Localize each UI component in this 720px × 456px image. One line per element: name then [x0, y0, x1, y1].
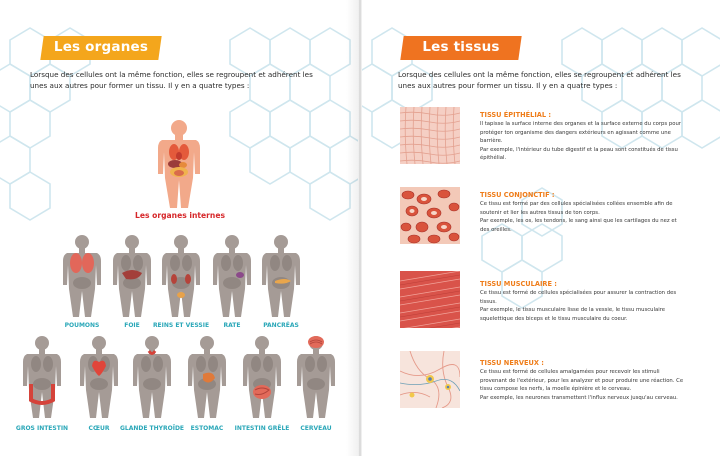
organ-figure-r1-3: [208, 233, 256, 319]
organ-caption-r2-4: INTESTIN GRÊLE: [234, 425, 290, 432]
epithelial-tissue-image: [400, 107, 460, 164]
organ-figure-r1-4: [257, 233, 305, 319]
organ-caption-r1-2: REINS ET VESSIE: [152, 322, 210, 329]
organ-figure-r1-0: [58, 233, 106, 319]
organ-figure-r2-3: [183, 334, 231, 420]
page-left: [0, 0, 358, 456]
page-title: Les tissus: [422, 39, 500, 55]
tissue-paragraph: Ce tissu est formé de cellules amalgamées pour recevoir les stimuli provenant de l'extérieur, pour les analyzer et pour produire une réaction. Ce tissu compose les nerfs, la moelle épinière et le cerveau.: [480, 369, 684, 393]
main-figure-caption: Les organes internes: [134, 211, 225, 220]
tissue-paragraph: Par exemple, les neurones transmettent l'influx nerveux jusqu'au cerveau.: [480, 394, 678, 401]
organ-caption-r1-3: RATE: [223, 322, 241, 329]
organ-caption-r2-2: GLANDE THYROÏDE: [119, 425, 185, 432]
organ-caption-r1-4: PANCRÉAS: [263, 322, 299, 329]
organ-figure-r2-5: [292, 334, 340, 420]
organ-figure-r2-4: [238, 334, 286, 420]
intro-text: Lorsque des cellules ont la même fonction, elles se regroupent et adhérent les unes aux autres pour former un tissu. Il y en a quatre types :: [398, 70, 681, 90]
page-right: [362, 0, 720, 456]
organ-caption-r2-0: GROS INTESTIN: [15, 425, 69, 432]
tissue-body-3: [480, 368, 686, 402]
tissue-paragraph: Il tapisse la surface interne des organes et la surface externe du corps pour protéger ton organisme des dangers extérieurs en agissant comme une barrière.: [480, 121, 681, 145]
organ-caption-r2-1: CŒUR: [88, 425, 110, 432]
tissue-paragraph: Ce tissu est formé par des cellules spécialisées collées ensemble afin de soutenir et lier les autres tissus de ton corps.: [480, 201, 673, 216]
organ-figure-r1-2: [157, 233, 205, 319]
organ-caption-r2-3: ESTOMAC: [190, 425, 224, 432]
tissue-title-1: TISSU CONJONCTIF :: [480, 191, 555, 199]
tissue-title-0: TISSU ÉPITHÉLIAL :: [480, 111, 552, 119]
organ-figure-r1-1: [108, 233, 156, 319]
main-body-figure: [150, 118, 208, 210]
tissue-paragraph: Par exemple, les os, les tendons, le sang ainsi que les cartilages du nez et des oreilles.: [480, 218, 677, 233]
organ-figure-r2-1: [75, 334, 123, 420]
organ-figure-r2-2: [128, 334, 176, 420]
tissue-body-1: [480, 200, 686, 234]
connective-tissue-image: [400, 187, 460, 244]
organ-figure-r2-0: [18, 334, 66, 420]
organ-caption-r2-5: CERVEAU: [300, 425, 332, 432]
tissue-body-0: [480, 120, 686, 163]
intro-text: Lorsque des cellules ont la même fonction, elles se regroupent et adhérent les unes aux autres pour former un tissu. Il y en a quatre types :: [30, 70, 313, 90]
tissue-paragraph: Par exemple, l'intérieur du tube digestif et la peau sont constitués de tissu épithélial.: [480, 146, 678, 162]
nervous-tissue-image: [400, 351, 460, 408]
tissue-title-2: TISSU MUSCULAIRE :: [480, 280, 557, 288]
muscle-tissue-image: [400, 271, 460, 328]
tissue-paragraph: Par exemple, le tissu musculaire lisse de la vessie, le tissu musculaire squelettique des biceps et le tissu musculaire du coeur.: [480, 307, 666, 322]
tissue-body-2: [480, 289, 686, 323]
tissue-title-3: TISSU NERVEUX :: [480, 359, 544, 367]
page-title: Les organes: [53, 39, 149, 55]
organ-caption-r1-1: FOIE: [124, 322, 140, 329]
tissue-paragraph: Ce tissu est formé de cellules spécialisées pour assurer la contraction des tissus.: [480, 290, 677, 305]
organ-caption-r1-0: POUMONS: [64, 322, 100, 329]
